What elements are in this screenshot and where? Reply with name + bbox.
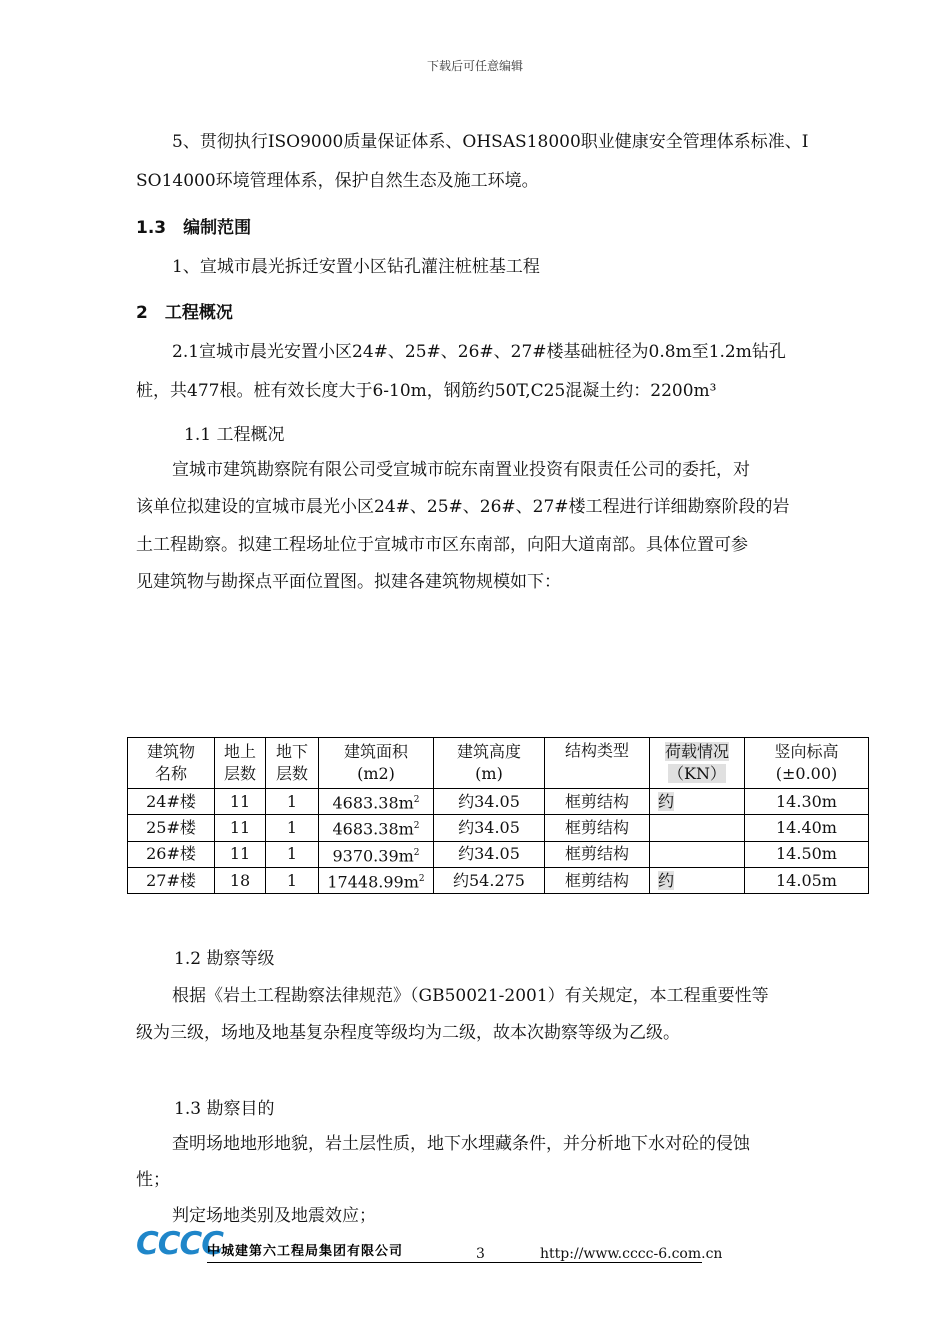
cell-structure: 框剪结构 bbox=[545, 815, 650, 841]
cell-name: 27#楼 bbox=[128, 867, 215, 893]
cell-load: 约 bbox=[650, 867, 745, 893]
cell-elevation: 14.50m bbox=[745, 841, 869, 867]
table-header-row bbox=[128, 738, 869, 789]
page-number: 3 bbox=[476, 1246, 485, 1262]
table-row bbox=[128, 867, 869, 893]
cell-structure: 框剪结构 bbox=[545, 789, 650, 815]
paragraph-1-1-line1: 宣城市建筑勘察院有限公司受宣城市皖东南置业投资有限责任公司的委托，对 bbox=[172, 460, 750, 480]
footer-divider bbox=[207, 1262, 702, 1263]
cell-load: 约 bbox=[650, 789, 745, 815]
scope-item-1: 1、宣城市晨光拆迁安置小区钻孔灌注桩桩基工程 bbox=[172, 257, 540, 277]
footer-url-link[interactable]: http://www.cccc-6.com.cn bbox=[540, 1246, 723, 1262]
table-row bbox=[128, 789, 869, 815]
cell-above: 18 bbox=[215, 867, 266, 893]
header-load: 荷载情况 （KN） bbox=[650, 738, 745, 789]
cell-height: 约34.05 bbox=[434, 841, 545, 867]
cell-load bbox=[650, 841, 745, 867]
heading-compilation-scope: 1.3 编制范围 bbox=[136, 218, 252, 238]
header-structure-type: 结构类型 bbox=[545, 738, 650, 789]
heading-1-1: 1.1 工程概况 bbox=[184, 425, 285, 445]
paragraph-iso-line1: 5、贯彻执行ISO9000质量保证体系、OHSAS18000职业健康安全管理体系标准、I bbox=[172, 132, 809, 152]
header-floors-above: 地上 层数 bbox=[215, 738, 266, 789]
header-floor-area: 建筑面积 (m2) bbox=[319, 738, 434, 789]
header-note: 下载后可任意编辑 bbox=[426, 59, 523, 73]
cell-below: 1 bbox=[266, 815, 319, 841]
paragraph-1-1-line3: 土工程勘察。拟建工程场址位于宣城市市区东南部，向阳大道南部。具体位置可参 bbox=[136, 535, 748, 555]
cell-name: 25#楼 bbox=[128, 815, 215, 841]
cell-elevation: 14.40m bbox=[745, 815, 869, 841]
heading-1-2: 1.2 勘察等级 bbox=[174, 949, 275, 969]
paragraph-iso-line2: SO14000环境管理体系，保护自然生态及施工环境。 bbox=[136, 171, 539, 191]
cell-height: 约34.05 bbox=[434, 789, 545, 815]
cell-structure: 框剪结构 bbox=[545, 841, 650, 867]
cell-below: 1 bbox=[266, 841, 319, 867]
footer-company-name: 中城建第六工程局集团有限公司 bbox=[207, 1244, 404, 1259]
paragraph-2-1-line2: 桩，共477根。桩有效长度大于6-10m，钢筋约50T,C25混凝土约：2200m³ bbox=[136, 381, 717, 401]
heading-1-3: 1.3 勘察目的 bbox=[174, 1099, 275, 1119]
cell-area: $4683.38m^2$ bbox=[319, 815, 434, 841]
cell-elevation: 14.30m bbox=[745, 789, 869, 815]
cell-load bbox=[650, 815, 745, 841]
cell-area: $17448.99m^2$ bbox=[319, 867, 434, 893]
paragraph-1-3-line2: 性； bbox=[136, 1170, 170, 1190]
company-logo: CCCC bbox=[136, 1226, 224, 1262]
paragraph-1-2-line1: 根据《岩土工程勘察法律规范》（GB50021-2001）有关规定，本工程重要性等 bbox=[172, 986, 769, 1006]
cell-height: 约34.05 bbox=[434, 815, 545, 841]
cell-above: 11 bbox=[215, 815, 266, 841]
cell-name: 26#楼 bbox=[128, 841, 215, 867]
paragraph-1-3-line3: 判定场地类别及地震效应； bbox=[172, 1206, 376, 1226]
heading-project-overview: 2 工程概况 bbox=[136, 303, 233, 323]
table-row bbox=[128, 815, 869, 841]
header-building-name: 建筑物 名称 bbox=[128, 738, 215, 789]
header-elevation: 竖向标高 (±0.00) bbox=[745, 738, 869, 789]
cell-above: 11 bbox=[215, 841, 266, 867]
cell-below: 1 bbox=[266, 789, 319, 815]
cell-name: 24#楼 bbox=[128, 789, 215, 815]
paragraph-1-3-line1: 查明场地地形地貌，岩土层性质，地下水埋藏条件，并分析地下水对砼的侵蚀 bbox=[172, 1134, 750, 1154]
paragraph-1-2-line2: 级为三级，场地及地基复杂程度等级均为二级，故本次勘察等级为乙级。 bbox=[136, 1023, 680, 1043]
table-row bbox=[128, 841, 869, 867]
paragraph-2-1-line1: 2.1宣城市晨光安置小区24#、25#、26#、27#楼基础桩径为0.8m至1.2m钻孔 bbox=[172, 342, 786, 362]
paragraph-1-1-line2: 该单位拟建设的宣城市晨光小区24#、25#、26#、27#楼工程进行详细勘察阶段的岩 bbox=[136, 497, 790, 517]
cell-above: 11 bbox=[215, 789, 266, 815]
paragraph-1-1-line4: 见建筑物与勘探点平面位置图。拟建各建筑物规模如下： bbox=[136, 572, 561, 592]
cell-elevation: 14.05m bbox=[745, 867, 869, 893]
cell-below: 1 bbox=[266, 867, 319, 893]
cell-height: 约54.275 bbox=[434, 867, 545, 893]
building-scale-table bbox=[127, 737, 869, 894]
header-floors-below: 地下 层数 bbox=[266, 738, 319, 789]
cell-structure: 框剪结构 bbox=[545, 867, 650, 893]
cell-area: $9370.39m^2$ bbox=[319, 841, 434, 867]
cell-area: $4683.38m^2$ bbox=[319, 789, 434, 815]
header-building-height: 建筑高度 (m) bbox=[434, 738, 545, 789]
